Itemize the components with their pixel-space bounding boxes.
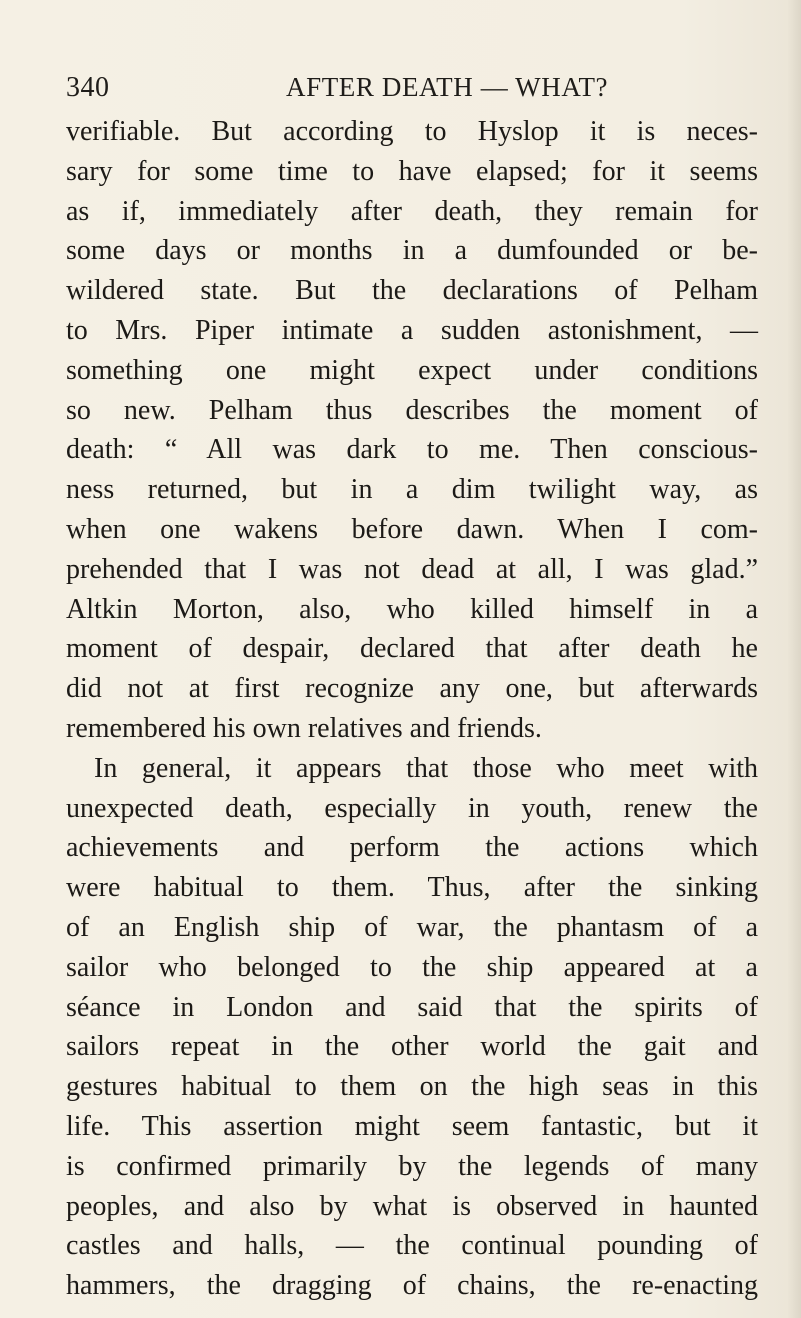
text-line: so new. Pelham thus describes the moment of: [66, 394, 758, 426]
page-edge-shadow: [787, 0, 801, 1318]
page-number: 340: [66, 72, 110, 103]
text-line: as if, immediately after death, they remain for: [66, 195, 758, 227]
running-head: AFTER DEATH — WHAT?: [286, 72, 609, 102]
text-line: verifiable. But according to Hyslop it is neces-: [66, 116, 758, 147]
text-line: Altkin Morton, also, who killed himself in a: [66, 593, 758, 625]
text-line: death: “ All was dark to me. Then conscious-: [66, 434, 758, 466]
text-line: ness returned, but in a dim twilight way, as: [66, 474, 758, 506]
text-line: wildered state. But the declarations of Pelham: [66, 275, 758, 307]
text-line: did not at first recognize any one, but afterwards: [66, 673, 758, 705]
text-line: were habitual to them. Thus, after the sinking: [66, 872, 758, 904]
text-line: something one might expect under conditions: [66, 354, 758, 386]
text-line: séance in London and said that the spirits of: [66, 991, 758, 1023]
text-line: life. This assertion might seem fantastic, but it: [66, 1110, 758, 1142]
text-line: unexpected death, especially in youth, renew the: [66, 792, 758, 824]
text-line: remembered his own relatives and friends.: [66, 712, 542, 744]
text-line: is confirmed primarily by the legends of many: [66, 1150, 758, 1182]
body-text: [66, 112, 758, 1306]
text-line: to Mrs. Piper intimate a sudden astonishment, —: [66, 314, 758, 346]
text-line: In general, it appears that those who meet with: [94, 752, 758, 784]
text-line: gestures habitual to them on the high seas in this: [66, 1071, 758, 1103]
text-line: sary for some time to have elapsed; for it seems: [66, 155, 758, 187]
text-line: sailors repeat in the other world the gait and: [66, 1031, 758, 1063]
text-line: when one wakens before dawn. When I com-: [66, 513, 758, 545]
text-line: of an English ship of war, the phantasm of a: [66, 911, 758, 943]
text-line: achievements and perform the actions which: [66, 832, 758, 864]
text-line: sailor who belonged to the ship appeared at a: [66, 951, 758, 983]
text-line: castles and halls, — the continual pounding of: [66, 1230, 758, 1262]
page-header: [66, 72, 756, 112]
text-line: peoples, and also by what is observed in haunted: [66, 1190, 758, 1222]
text-line: hammers, the dragging of chains, the re-enacting: [66, 1270, 758, 1302]
text-line: moment of despair, declared that after death he: [66, 633, 758, 665]
text-line: some days or months in a dumfounded or be-: [66, 235, 758, 267]
text-line: prehended that I was not dead at all, I was glad.”: [66, 553, 758, 585]
